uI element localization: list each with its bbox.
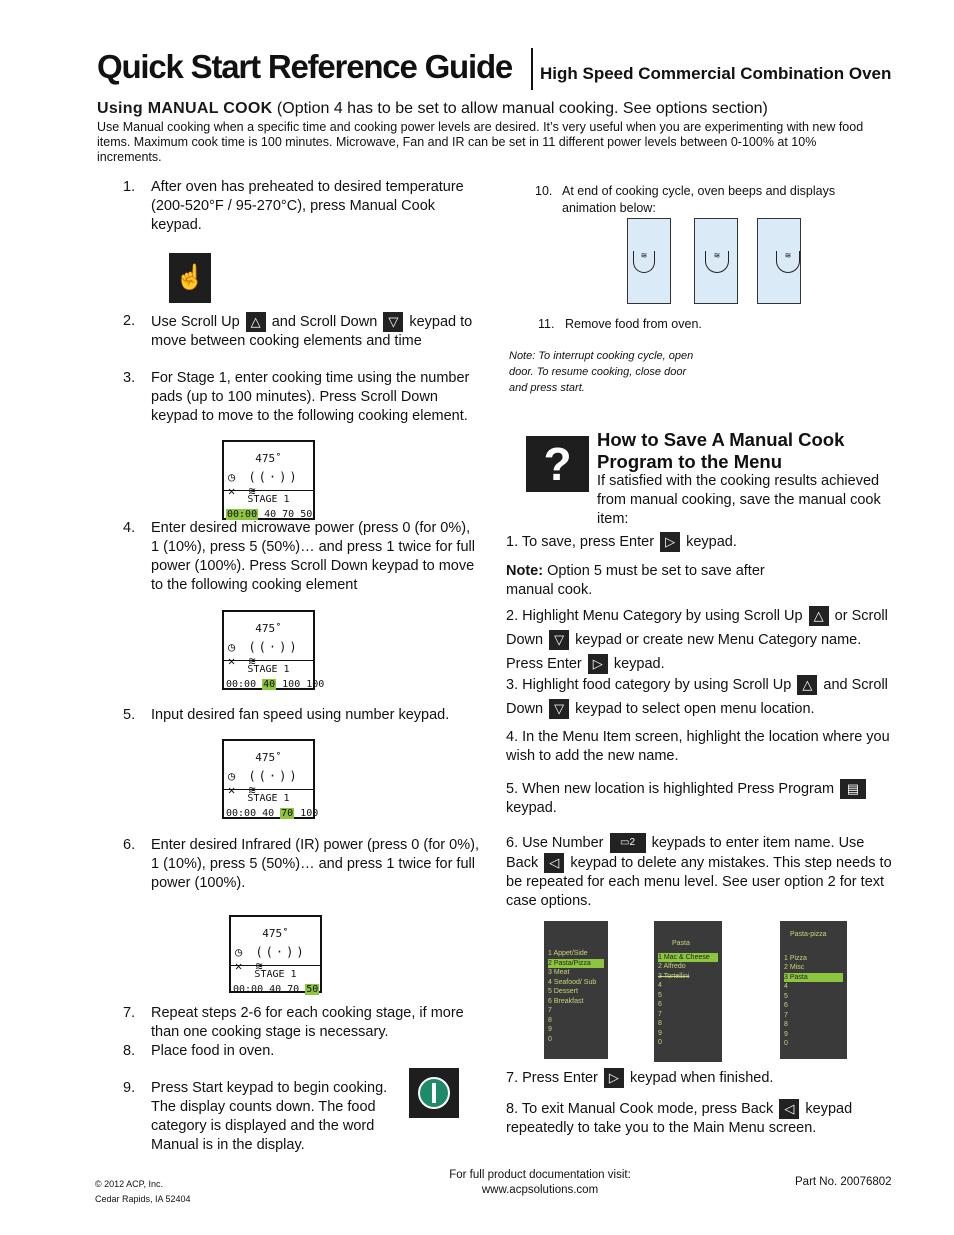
lcd-stage: STAGE 1 (247, 494, 290, 505)
step-3: 3. For Stage 1, enter cooking time using the number pads (up to 100 minutes). Press Scroll Down keypad to move to the following cooking element. (123, 369, 483, 449)
save-step-3: 3. Highlight food category by using Scroll Up △ and Scroll Down ▽ keypad to select open menu location. (506, 673, 896, 721)
lcd-temp: 475˚ (255, 452, 282, 465)
save-heading: How to Save A Manual Cook Program to the Menu (597, 429, 845, 472)
step-1: 1. After oven has preheated to desired temperature (200-520°F / 95-270°C), press Manual Cook keypad. (123, 178, 483, 238)
save-step-7: 7. Press Enter ▷ keypad when finished. (506, 1068, 896, 1088)
animation-frame-1: ≋ (627, 218, 671, 304)
manual-note: (Option 4 has to be set to allow manual cooking. See options section) (276, 100, 768, 117)
scroll-down-icon: ▽ (549, 699, 569, 719)
step-8-text: Place food in oven. (151, 1043, 275, 1059)
save-step-2: 2. Highlight Menu Category by using Scroll Up △ or Scroll Down ▽ keypad or create new Menu Category name. Press Enter ▷ keypad. (506, 604, 896, 676)
footer-city: Cedar Rapids, IA 52404 (95, 1194, 191, 1204)
step-4: 4. Enter desired microwave power (press 0 (for 0%), 1 (10%), press 5 (50%)… and press 1 twice for full power (100%). Press Scroll Down keypad to move to the following cooking element (123, 519, 483, 609)
interrupt-note: Note: To interrupt cooking cycle, open door. To resume cooking, close door and press start. (509, 350, 694, 394)
manual-intro: Use Manual cooking when a specific time and cooking power levels are desired. It’s very useful when you are experimenting with new food items. Maximum cook time is 100 minutes. Microwave, Fan and IR can be set in 11 different power levels between 0-100% at 10% increments. (97, 120, 864, 164)
start-icon (409, 1068, 459, 1118)
step-2-text-b: and Scroll Down (271, 313, 378, 330)
manual-cook-hand-icon: ☝ (169, 253, 211, 303)
animation-frame-2: ≋ (694, 218, 738, 304)
step-4-text: Enter desired microwave power (press 0 (for 0%), 1 (10%), press 5 (50%)… and press 1 twice for full power (100%). Press Scroll Down keypad to move to the following cooking element (151, 520, 475, 593)
step-6: 6. Enter desired Infrared (IR) power (press 0 (for 0%), 1 (10%), press 5 (50%)… and press 1 twice for full power (100%). (123, 836, 483, 896)
enter-icon: ▷ (660, 532, 680, 552)
step-9-text: Press Start keypad to begin cooking. The display counts down. The food category is displayed and the word Manual is in the display. (151, 1080, 388, 1153)
footer-doc-2: www.acpsolutions.com (481, 1184, 599, 1196)
scroll-up-icon: △ (809, 606, 829, 626)
step-2-text-c: keypad to move between cooking elements and time (151, 313, 473, 349)
save-intro: If satisfied with the cooking results achieved from manual cooking, save the manual cook item: (597, 473, 881, 527)
lcd-display-1 (222, 440, 315, 520)
step-7: 7. Repeat steps 2-6 for each cooking stage, if more than one cooking stage is necessary. (123, 1004, 483, 1044)
back-icon: ◁ (779, 1099, 799, 1119)
page-subtitle: High Speed Commercial Combination Oven (540, 64, 892, 83)
page-title: Quick Start Reference Guide (97, 48, 513, 85)
lcd-display-4: 475˚ ◷ ((·)) ✕ ≋ STAGE 1 00:00 40 70 50 (229, 915, 322, 993)
title-divider (531, 48, 533, 90)
save-step-5: 5. When new location is highlighted Press Program ▤ keypad. (506, 779, 896, 818)
scroll-up-icon: △ (797, 675, 817, 695)
footer-copyright: © 2012 ACP, Inc. (95, 1179, 164, 1189)
step-11-text: Remove food from oven. (565, 317, 702, 331)
step-2: 2. Use Scroll Up △ and Scroll Down ▽ keypad to move between cooking elements and time (123, 313, 473, 349)
manual-heading: Using MANUAL COOK (97, 100, 273, 117)
step-2-text-a: Use Scroll Up (151, 313, 240, 330)
step-7-text: Repeat steps 2-6 for each cooking stage, if more than one cooking stage is necessary. (151, 1005, 464, 1040)
number-keypad-icon: ▭2 (610, 833, 646, 853)
program-book-icon: ▤ (840, 779, 866, 799)
menu-screen-1: 1 Appet/Side 2 Pasta/Pizza 3 Meat 4 Seafood/ Sub 5 Dessert 6 Breakfast 7 8 9 0 (544, 921, 608, 1059)
scroll-down-icon: ▽ (549, 630, 569, 650)
footer-doc-1: For full product documentation visit: (449, 1169, 631, 1181)
step-8: 8. Place food in oven. (123, 1042, 483, 1062)
step-1-text: After oven has preheated to desired temperature (200-520°F / 95-270°C), press Manual Cook keypad. (151, 179, 464, 233)
lcd-display-2: 475˚ ◷ ((·)) ✕ ≋ STAGE 1 00:00 40 100 100 (222, 610, 315, 690)
save-step-4: 4. In the Menu Item screen, highlight the location where you wish to add the new name. (506, 729, 890, 764)
save-step-1: 1. To save, press Enter ▷ keypad. (506, 532, 896, 552)
step-5: 5. Input desired fan speed using number keypad. (123, 706, 483, 726)
step-10-text: At end of cooking cycle, oven beeps and displays animation below: (562, 184, 836, 215)
step-9: 9. Press Start keypad to begin cooking. The display counts down. The food category is displayed and the word Manual is in the display. (123, 1079, 483, 1159)
question-icon: ? (526, 436, 589, 492)
manual-section-heading (97, 100, 768, 118)
enter-icon: ▷ (588, 654, 608, 674)
scroll-up-icon: △ (246, 312, 266, 332)
lcd-icons: ◷ ((·)) ✕ ≋ (228, 470, 300, 498)
save-note: Note: Option 5 must be set to save after manual cook. (506, 563, 765, 598)
lcd-display-3: 475˚ ◷ ((·)) ✕ ≋ STAGE 1 00:00 40 70 100 (222, 739, 315, 819)
step-6-text: Enter desired Infrared (IR) power (press 0 (for 0%), 1 (10%), press 5 (50%)… and press 1 twice for full power (100%). (151, 837, 479, 891)
animation-frame-3: ≋ (757, 218, 801, 304)
back-icon: ◁ (544, 853, 564, 873)
menu-screen-3: Pasta-pizza 1 Pizza 2 Misc 3 Pasta 4 5 6 7 8 9 0 (780, 921, 847, 1059)
save-step-6: 6. Use Number ▭2 keypads to enter item name. Use Back ◁ keypad to delete any mistakes. This step needs to be repeated for each menu level. See user option 2 for text case options. (506, 834, 892, 909)
enter-icon: ▷ (604, 1068, 624, 1088)
step-3-text: For Stage 1, enter cooking time using the number pads (up to 100 minutes). Press Scroll Down keypad to move to the following cooking element. (151, 370, 470, 424)
footer-part: Part No. 20076802 (795, 1176, 892, 1188)
menu-screen-2: Pasta 1 Mac & Cheese 2 Alfredo 3 Tortellini 4 5 6 7 8 9 0 (654, 921, 722, 1062)
lcd-values: 00:00 40 70 50 (227, 509, 313, 520)
save-step-8: 8. To exit Manual Cook mode, press Back ◁ keypad repeatedly to take you to the Main Menu screen. (506, 1100, 853, 1136)
scroll-down-icon: ▽ (383, 312, 403, 332)
step-5-text: Input desired fan speed using number keypad. (151, 707, 450, 723)
